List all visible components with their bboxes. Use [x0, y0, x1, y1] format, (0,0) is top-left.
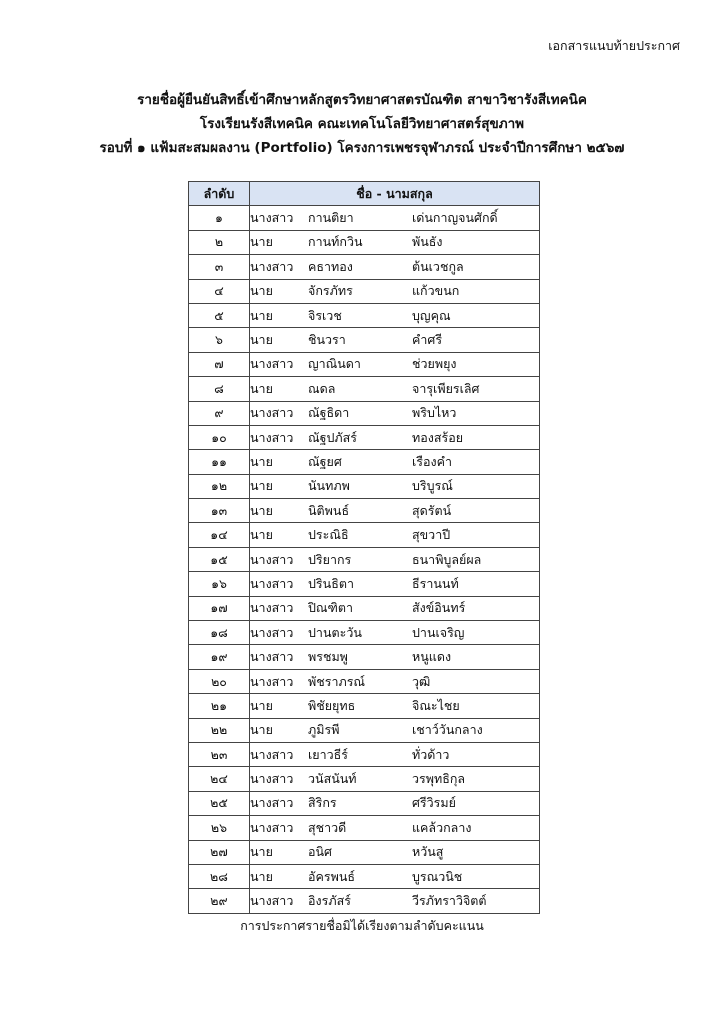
last-name: บุญคุณ	[412, 307, 451, 323]
document-title	[0, 88, 724, 160]
last-name: พันธัง	[412, 234, 443, 250]
row-full-name	[250, 669, 540, 693]
name-prefix: นางสาว	[250, 819, 294, 835]
table-row	[189, 718, 540, 742]
first-name: พิชัยยุทธ	[308, 697, 356, 713]
table-row	[189, 450, 540, 474]
name-prefix: นาย	[250, 283, 273, 299]
table-row	[189, 230, 540, 254]
first-name: ปิณฑิตา	[308, 600, 354, 616]
first-name: ปานตะวัน	[308, 624, 362, 640]
attachment-label: เอกสารแนบท้ายประกาศ	[548, 38, 680, 53]
name-prefix: นาย	[250, 307, 273, 323]
first-name: ญาณินดา	[308, 356, 361, 372]
table-row	[189, 596, 540, 620]
table-row	[189, 816, 540, 840]
table-row	[189, 694, 540, 718]
table-row	[189, 279, 540, 303]
row-full-name	[250, 864, 540, 888]
last-name: เชาว์วันกลาง	[412, 722, 483, 738]
title-line-3: รอบที่ ๑ แฟ้มสะสมผลงาน (Portfolio) โครงการเพชรจุฬาภรณ์ ประจำปีการศึกษา ๒๕๖๗	[99, 140, 625, 156]
first-name: พัชราภรณ์	[308, 673, 366, 689]
first-name: ประณิธิ	[308, 527, 349, 543]
table-row	[189, 864, 540, 888]
first-name: นันทภพ	[308, 478, 350, 494]
row-full-name	[250, 255, 540, 279]
name-prefix: นางสาว	[250, 795, 294, 811]
row-full-name	[250, 694, 540, 718]
row-number: ๕	[189, 303, 250, 327]
row-full-name	[250, 767, 540, 791]
row-number: ๑๕	[189, 547, 250, 571]
name-prefix: นางสาว	[250, 746, 294, 762]
name-prefix: นางสาว	[250, 624, 294, 640]
table-row	[189, 352, 540, 376]
row-number: ๑๘	[189, 621, 250, 645]
row-full-name	[250, 499, 540, 523]
last-name: ทั่วด้าว	[412, 746, 450, 762]
row-number: ๖	[189, 328, 250, 352]
names-table	[188, 181, 540, 914]
row-number: ๒๔	[189, 767, 250, 791]
table-row	[189, 645, 540, 669]
row-full-name	[250, 230, 540, 254]
name-prefix: นาย	[250, 502, 273, 518]
table-row	[189, 303, 540, 327]
header-number: ลำดับ	[189, 182, 250, 206]
last-name: หนูแดง	[412, 649, 452, 665]
name-prefix: นาย	[250, 453, 273, 469]
last-name: วีรภัทราวิจิตต์	[412, 893, 487, 909]
row-full-name	[250, 718, 540, 742]
table-row	[189, 328, 540, 352]
table-row	[189, 621, 540, 645]
table-body	[189, 206, 540, 913]
first-name: ณัฐยศ	[308, 453, 342, 469]
last-name: ทองสร้อย	[412, 429, 464, 445]
table-row	[189, 547, 540, 571]
last-name: แคล้วกลาง	[412, 819, 472, 835]
first-name: ณดล	[308, 380, 336, 396]
title-line-1: รายชื่อผู้ยืนยันสิทธิ์เข้าศึกษาหลักสูตรวิทยาศาสตรบัณฑิต สาขาวิชารังสีเทคนิค	[137, 92, 587, 108]
name-prefix: นาย	[250, 868, 273, 884]
footnote: การประกาศรายชื่อมิได้เรียงตามลำดับคะแนน	[240, 918, 484, 933]
row-full-name	[250, 742, 540, 766]
last-name: สุดรัตน์	[412, 502, 452, 518]
row-full-name	[250, 791, 540, 815]
name-prefix: นางสาว	[250, 575, 294, 591]
row-number: ๒๓	[189, 742, 250, 766]
last-name: บูรณวนิช	[412, 868, 463, 884]
name-prefix: นางสาว	[250, 258, 294, 274]
table-header-row	[189, 182, 540, 206]
first-name: คธาทอง	[308, 258, 353, 274]
row-full-name	[250, 401, 540, 425]
first-name: อนิศ	[308, 844, 332, 860]
row-number: ๒๗	[189, 840, 250, 864]
last-name: แก้วขนก	[412, 283, 460, 299]
name-prefix: นางสาว	[250, 600, 294, 616]
table-row	[189, 572, 540, 596]
row-number: ๑๖	[189, 572, 250, 596]
last-name: เด่นกาญจนศักดิ์	[412, 210, 498, 226]
last-name: จารุเพียรเลิศ	[412, 380, 480, 396]
row-full-name	[250, 377, 540, 401]
last-name: ธนาพิบูลย์ผล	[412, 551, 482, 567]
name-prefix: นาย	[250, 722, 273, 738]
table-row	[189, 889, 540, 913]
row-number: ๑๙	[189, 645, 250, 669]
table-row	[189, 206, 540, 230]
row-full-name	[250, 328, 540, 352]
first-name: กานติยา	[308, 210, 354, 226]
row-number: ๗	[189, 352, 250, 376]
last-name: วรพุทธิกุล	[412, 771, 466, 787]
row-full-name	[250, 840, 540, 864]
row-number: ๑๗	[189, 596, 250, 620]
table-row	[189, 474, 540, 498]
row-number: ๑๓	[189, 499, 250, 523]
table-row	[189, 523, 540, 547]
last-name: เรืองคำ	[412, 453, 452, 469]
last-name: สุขวาปี	[412, 527, 451, 543]
name-prefix: นาย	[250, 234, 273, 250]
row-number: ๑๒	[189, 474, 250, 498]
last-name: สังข์อินทร์	[412, 600, 466, 616]
row-full-name	[250, 596, 540, 620]
row-full-name	[250, 450, 540, 474]
row-number: ๑	[189, 206, 250, 230]
last-name: ปานเจริญ	[412, 624, 465, 640]
last-name: จิณะไชย	[412, 697, 460, 713]
first-name: ชินวรา	[308, 332, 346, 348]
row-full-name	[250, 425, 540, 449]
name-prefix: นางสาว	[250, 649, 294, 665]
first-name: จิรเวช	[308, 307, 342, 323]
table-row	[189, 401, 540, 425]
row-full-name	[250, 303, 540, 327]
row-full-name	[250, 206, 540, 230]
row-number: ๑๑	[189, 450, 250, 474]
last-name: พริบไหว	[412, 405, 457, 421]
name-prefix: นางสาว	[250, 893, 294, 909]
name-prefix: นาย	[250, 844, 273, 860]
header-name: ชื่อ - นามสกุล	[250, 182, 540, 206]
name-prefix: นางสาว	[250, 210, 294, 226]
row-full-name	[250, 645, 540, 669]
name-prefix: นางสาว	[250, 429, 294, 445]
name-prefix: นาย	[250, 478, 273, 494]
last-name: ต้นเวชกูล	[412, 258, 464, 274]
row-number: ๒๐	[189, 669, 250, 693]
table-row	[189, 840, 540, 864]
row-full-name	[250, 572, 540, 596]
first-name: อัครพนธ์	[308, 868, 355, 884]
row-full-name	[250, 621, 540, 645]
table-row	[189, 767, 540, 791]
row-number: ๑๐	[189, 425, 250, 449]
row-full-name	[250, 523, 540, 547]
last-name: วุฒิ	[412, 673, 431, 689]
table-row	[189, 791, 540, 815]
name-prefix: นางสาว	[250, 405, 294, 421]
last-name: ธีรานนท์	[412, 575, 459, 591]
row-number: ๒๕	[189, 791, 250, 815]
row-full-name	[250, 279, 540, 303]
row-full-name	[250, 474, 540, 498]
row-full-name	[250, 816, 540, 840]
name-prefix: นางสาว	[250, 551, 294, 567]
last-name: หวันสู	[412, 844, 444, 860]
first-name: ภูมิรพี	[308, 722, 340, 738]
row-number: ๑๔	[189, 523, 250, 547]
row-number: ๒๙	[189, 889, 250, 913]
table-row	[189, 499, 540, 523]
table-row	[189, 669, 540, 693]
row-number: ๓	[189, 255, 250, 279]
name-prefix: นาย	[250, 332, 273, 348]
row-number: ๙	[189, 401, 250, 425]
first-name: สิริกร	[308, 795, 337, 811]
table-row	[189, 377, 540, 401]
first-name: นิติพนธ์	[308, 502, 350, 518]
table-row	[189, 425, 540, 449]
last-name: บริบูรณ์	[412, 478, 453, 494]
row-number: ๔	[189, 279, 250, 303]
name-prefix: นาย	[250, 380, 273, 396]
first-name: เยาวธีร์	[308, 746, 348, 762]
first-name: กานท์กวิน	[308, 234, 363, 250]
first-name: จักรภัทร	[308, 283, 353, 299]
name-prefix: นาย	[250, 527, 273, 543]
row-number: ๒๖	[189, 816, 250, 840]
name-prefix: นางสาว	[250, 771, 294, 787]
first-name: ณัฐปภัสร์	[308, 429, 358, 445]
row-number: ๘	[189, 377, 250, 401]
last-name: คำศรี	[412, 332, 443, 348]
first-name: ปรินธิตา	[308, 575, 354, 591]
name-prefix: นาย	[250, 697, 273, 713]
name-prefix: นางสาว	[250, 356, 294, 372]
first-name: ปริยากร	[308, 551, 352, 567]
title-line-2: โรงเรียนรังสีเทคนิค คณะเทคโนโลยีวิทยาศาสตร์สุขภาพ	[199, 116, 525, 132]
first-name: วนัสนันท์	[308, 771, 357, 787]
first-name: พรชมพู	[308, 649, 348, 665]
table-row	[189, 742, 540, 766]
row-number: ๒๑	[189, 694, 250, 718]
row-number: ๒๒	[189, 718, 250, 742]
row-full-name	[250, 889, 540, 913]
table-row	[189, 255, 540, 279]
row-number: ๒	[189, 230, 250, 254]
last-name: ช่วยพยุง	[412, 356, 457, 372]
name-prefix: นางสาว	[250, 673, 294, 689]
first-name: ณัฐธิดา	[308, 405, 350, 421]
row-full-name	[250, 352, 540, 376]
row-full-name	[250, 547, 540, 571]
row-number: ๒๘	[189, 864, 250, 888]
last-name: ศรีวิรมย์	[412, 795, 456, 811]
first-name: อิงรภัสร์	[308, 893, 351, 909]
first-name: สุชาวดี	[308, 819, 347, 835]
